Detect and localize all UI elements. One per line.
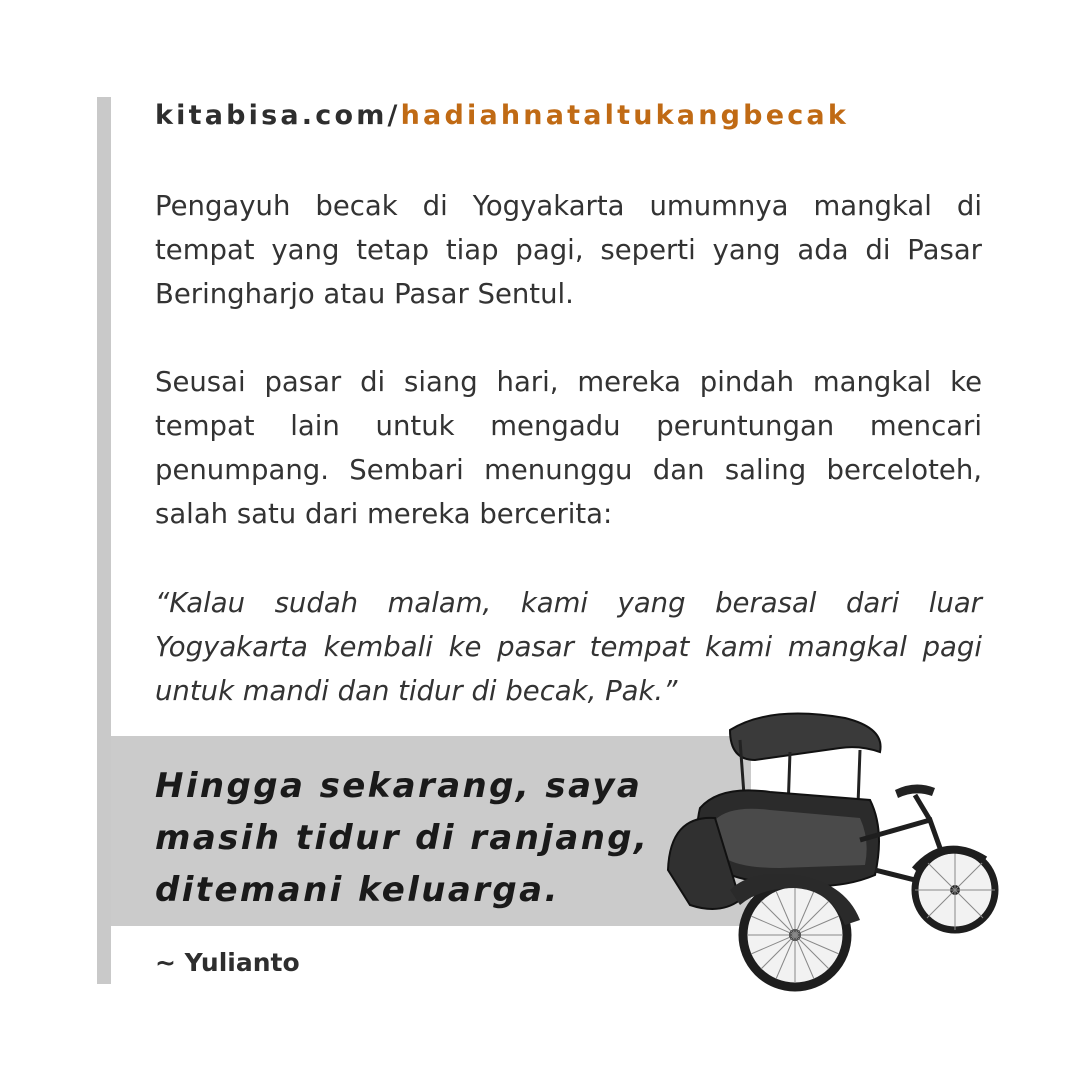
- becak-image: [660, 700, 1000, 1000]
- highlight-quote: [155, 760, 715, 916]
- url-path: hadiahnataltukangbecak: [400, 100, 849, 131]
- campaign-url[interactable]: [155, 100, 849, 131]
- url-domain: kitabisa.com/: [155, 100, 401, 131]
- paragraph-intro: Pengayuh becak di Yogyakarta umumnya mangkal di tempat yang tetap tiap pagi, seperti yang ada di Pasar Beringharjo atau Pasar Sentul.: [155, 190, 982, 310]
- quote-line-1: Hingga sekarang, saya: [155, 766, 643, 806]
- paragraph-quote: “Kalau sudah malam, kami yang berasal dari luar Yogyakarta kembali ke pasar tempat kami mangkal pagi untuk mandi dan tidur di becak, Pak.”: [155, 587, 982, 707]
- quote-line-2: masih tidur di ranjang,: [155, 818, 650, 858]
- quote-line-3: ditemani keluarga.: [155, 870, 560, 910]
- left-accent-bar: [97, 97, 111, 984]
- paragraph-story: Seusai pasar di siang hari, mereka pindah mangkal ke tempat lain untuk mengadu peruntungan mencari penumpang. Sembari menunggu dan saling berceloteh, salah satu dari mereka bercerita:: [155, 366, 982, 530]
- author-signature: ~ Yulianto: [155, 948, 300, 977]
